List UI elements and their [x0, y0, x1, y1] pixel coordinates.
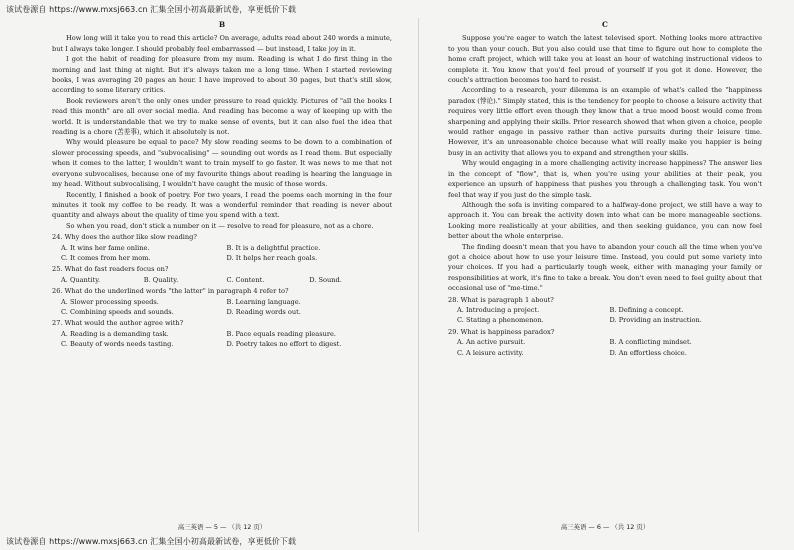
- questions-block-b: [52, 232, 392, 349]
- answer-option[interactable]: D. Poetry takes no effort to digest.: [226, 340, 342, 349]
- passage-b: [52, 33, 392, 231]
- paragraph: Book reviewers aren't the only ones under pressure to read quickly. Pictures of "all the books I read this month" are all over social media. And reading has become a way of keeping up with the world. It is understandable that we try to make sense of events, but it can also fuel the idea that reading is a chore (苦差事), which it absolutely is not.: [52, 96, 392, 137]
- answer-option[interactable]: D. Sound.: [309, 275, 342, 284]
- answer-option[interactable]: A. Introducing a project.: [457, 305, 540, 314]
- answer-option[interactable]: A. Quantity.: [61, 275, 101, 284]
- answer-option[interactable]: A. Slower processing speeds.: [61, 297, 159, 306]
- answer-option[interactable]: C. Stating a phenomenon.: [457, 316, 544, 325]
- answer-option[interactable]: C. Combining speeds and sounds.: [61, 307, 174, 316]
- answer-option[interactable]: C. Beauty of words needs tasting.: [61, 340, 174, 349]
- paragraph: The finding doesn't mean that you have to abandon your couch all the time when you've got a choice about how to use your leisure time. Instead, you could put some variety into your choices. If you had a particularly tough week, either with managing your family or responsibilities at work, it's fine to take a break. You don't even need to feel guilty about that occasional use of "me-time.": [448, 242, 762, 293]
- answer-option[interactable]: A. An active pursuit.: [457, 338, 526, 347]
- paragraph: Recently, I finished a book of poetry. For two years, I read the poems each morning in the four minutes it took my coffee to be ready. It was a wonderful reminder that reading is never about quantity and always about the quality of time you spend with a text.: [52, 190, 392, 220]
- answer-option[interactable]: A. Reading is a demanding task.: [61, 329, 169, 338]
- page-footer-6: 高三英语 — 6 — （共 12 页）: [560, 522, 650, 531]
- answer-options: [61, 275, 392, 285]
- section-title-c: C: [602, 20, 608, 29]
- answer-options: [61, 297, 392, 318]
- watermark-bottom: 该试卷源自 https://www.mxsj663.cn 汇集全国小初高最新试卷，享更低价下载: [6, 537, 297, 546]
- question-stem: 25. What do fast readers focus on?: [52, 265, 169, 274]
- answer-options: [61, 329, 392, 350]
- answer-options: [61, 243, 392, 264]
- paragraph: So when you read, don't stick a number on it — resolve to read for pleasure, not as a chore.: [66, 221, 374, 230]
- question-stem: 29. What is happiness paradox?: [448, 327, 555, 336]
- question-stem: 26. What do the underlined words "the latter" in paragraph 4 refer to?: [52, 287, 289, 296]
- answer-option[interactable]: D. An effortless choice.: [609, 348, 687, 357]
- paragraph: How long will it take you to read this article? On average, adults read about 240 words a minute, but I always take longer. I should probably feel embarrassed — but instead, I take joy in it.: [52, 34, 392, 53]
- answer-option[interactable]: B. Learning language.: [226, 297, 301, 306]
- paragraph: Although the sofa is inviting compared to a halfway-done project, we still have a way to approach it. You can break the activity down into what can be more manageable sections. Looking more realistically at your abilities, and then seeking guidance, you can now feel better about the whole enterprise.: [448, 200, 762, 241]
- paragraph: Why would engaging in a more challenging activity increase happiness? The answer lies in the concept of "flow", that is, when you're using your abilities at their peak, you experience an upsurh of happiness that pushes you through a challenging task. You won't feel that way if you just do the simple task.: [448, 159, 762, 199]
- paragraph: I got the habit of reading for pleasure from my mum. Reading is what I do first thing in the morning and last thing at night. But it's always taken me a long time. When I started reviewing books, I was averaging 20 pages an hour. I have improved to about 30 pages, but that's still slow, according to some literary critics.: [52, 55, 392, 95]
- exam-page-6: [448, 20, 762, 532]
- exam-page-5: [52, 20, 392, 532]
- watermark-top: 该试卷源自 https://www.mxsj663.cn 汇集全国小初高最新试卷，享更低价下载: [6, 5, 297, 14]
- answer-option[interactable]: C. A leisure activity.: [457, 348, 524, 357]
- answer-option[interactable]: B. Pace equals reading pleasure.: [226, 329, 337, 338]
- passage-c: [448, 33, 762, 293]
- answer-options: [457, 337, 762, 358]
- question-stem: 24. Why does the author like slow reading?: [52, 233, 197, 242]
- answer-options: [457, 305, 762, 326]
- answer-option[interactable]: B. It is a delightful practice.: [226, 243, 321, 252]
- question-stem: 28. What is paragraph 1 about?: [448, 295, 554, 304]
- section-title-b: B: [218, 20, 226, 29]
- answer-option[interactable]: B. A conflicting mindset.: [609, 338, 692, 347]
- answer-option[interactable]: A. It wins her fame online.: [61, 243, 150, 252]
- answer-option[interactable]: C. Content.: [226, 275, 265, 284]
- paragraph: Suppose you're eager to watch the latest televised sport. Nothing looks more attractive to you than your couch. But you also could use that time to figure out how to complete the home craft project, which will take you at least an hour of watching instructional videos to complete it. You know that you'd feel proud of yourself if you got it done. However, the couch's attraction becomes too hard to resist.: [448, 34, 762, 85]
- paragraph: Why would pleasure be equal to pace? My slow reading seems to be down to a combination of slower processing speeds, and "subvocalising" — sounding out words as I read them. But especially when it comes to the latter, I wouldn't want to train myself to go faster. It was news to me that not everyone subvocalises, because one of my favourite things about reading is hearing the language in my head. Without subvocalising, I wouldn't have caught the music of those words.: [52, 138, 392, 189]
- page-footer-5: 高三英语 — 5 — （共 12 页）: [177, 522, 267, 531]
- answer-option[interactable]: D. Reading words out.: [226, 307, 301, 316]
- page-divider: [418, 18, 419, 532]
- answer-option[interactable]: D. Providing an instruction.: [609, 316, 702, 325]
- question-stem: 27. What would the author agree with?: [52, 319, 184, 328]
- questions-block-c: [448, 295, 762, 358]
- answer-option[interactable]: D. It helps her reach goals.: [226, 253, 318, 262]
- answer-option[interactable]: C. It comes from her mom.: [61, 253, 151, 262]
- paragraph: According to a research, your dilemma is an example of what's called the "happiness paradox (悖论)." Simply stated, this is the tendency for people to choose a leisure activity that requires very little effort even though they know that a true mood boost would come from sharpening and applying their skills. Prior research showed that when given a choice, people would rather engage in passive rather than active pursuits during their leisure time. However, it's an unreasonable choice because what will really make you happier is being busy in an activity that allows you to expand and strengthen your skills.: [448, 86, 762, 157]
- answer-option[interactable]: B. Defining a concept.: [609, 305, 684, 314]
- answer-option[interactable]: B. Quality.: [143, 275, 179, 284]
